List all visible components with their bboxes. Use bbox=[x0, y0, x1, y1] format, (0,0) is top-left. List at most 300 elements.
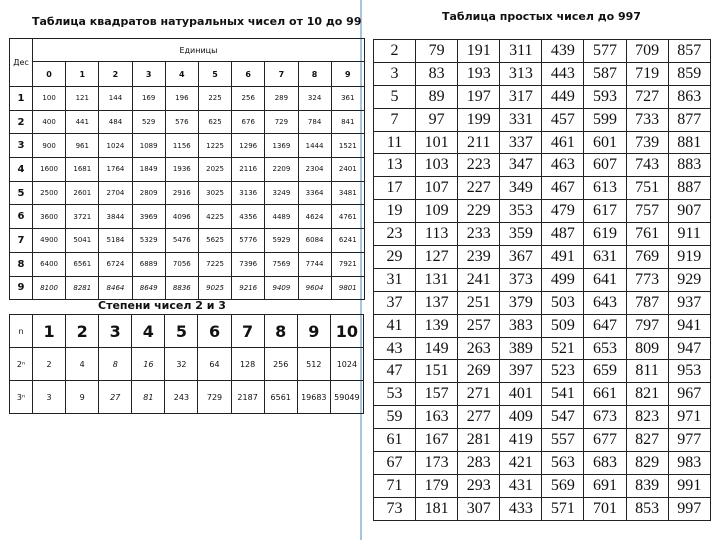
square-value: 961 bbox=[66, 134, 99, 158]
prime-cell: 277 bbox=[458, 406, 500, 429]
square-value: 3025 bbox=[198, 181, 231, 205]
prime-cell: 463 bbox=[542, 154, 584, 177]
prime-cell: 151 bbox=[416, 360, 458, 383]
n-header: n bbox=[10, 315, 33, 348]
prime-cell: 857 bbox=[668, 40, 710, 63]
prime-cell: 983 bbox=[668, 452, 710, 475]
prime-cell: 967 bbox=[668, 383, 710, 406]
prime-cell: 61 bbox=[374, 429, 416, 452]
prime-cell: 313 bbox=[500, 62, 542, 85]
prime-cell: 13 bbox=[374, 154, 416, 177]
table-row bbox=[10, 276, 365, 300]
prime-cell: 239 bbox=[458, 246, 500, 269]
table-row bbox=[10, 252, 365, 276]
prime-cell: 683 bbox=[584, 452, 626, 475]
prime-cell: 23 bbox=[374, 223, 416, 246]
square-value: 7921 bbox=[331, 252, 364, 276]
square-value: 9025 bbox=[198, 276, 231, 300]
square-value: 1156 bbox=[165, 134, 198, 158]
square-value: 4624 bbox=[298, 205, 331, 229]
prime-cell: 569 bbox=[542, 474, 584, 497]
prime-cell: 953 bbox=[668, 360, 710, 383]
square-value: 5329 bbox=[132, 229, 165, 253]
tens-cell: 1 bbox=[10, 87, 33, 111]
prime-cell: 631 bbox=[584, 246, 626, 269]
table-row bbox=[374, 108, 711, 131]
prime-cell: 647 bbox=[584, 314, 626, 337]
square-value: 5476 bbox=[165, 229, 198, 253]
square-value: 8836 bbox=[165, 276, 198, 300]
prime-cell: 503 bbox=[542, 291, 584, 314]
square-value: 3364 bbox=[298, 181, 331, 205]
prime-cell: 619 bbox=[584, 223, 626, 246]
n-value: 5 bbox=[165, 315, 198, 348]
prime-cell: 911 bbox=[668, 223, 710, 246]
prime-cell: 373 bbox=[500, 268, 542, 291]
square-value: 8464 bbox=[99, 276, 132, 300]
prime-cell: 263 bbox=[458, 337, 500, 360]
prime-cell: 31 bbox=[374, 268, 416, 291]
tens-cell: 8 bbox=[10, 252, 33, 276]
square-value: 441 bbox=[66, 110, 99, 134]
prime-cell: 769 bbox=[626, 246, 668, 269]
prime-cell: 727 bbox=[626, 85, 668, 108]
prime-cell: 307 bbox=[458, 497, 500, 520]
tens-cell: 2 bbox=[10, 110, 33, 134]
square-value: 676 bbox=[232, 110, 265, 134]
power-value: 3 bbox=[33, 381, 66, 414]
power-value: 81 bbox=[132, 381, 165, 414]
units-cell: 0 bbox=[33, 62, 66, 87]
table-row bbox=[374, 223, 711, 246]
square-value: 8649 bbox=[132, 276, 165, 300]
prime-cell: 419 bbox=[500, 429, 542, 452]
square-value: 6724 bbox=[99, 252, 132, 276]
prime-cell: 331 bbox=[500, 108, 542, 131]
square-value: 4225 bbox=[198, 205, 231, 229]
primes-table-title: Таблица простых чисел до 997 bbox=[442, 10, 641, 23]
table-row bbox=[10, 87, 365, 111]
prime-cell: 773 bbox=[626, 268, 668, 291]
square-value: 1764 bbox=[99, 158, 132, 182]
square-value: 1936 bbox=[165, 158, 198, 182]
n-value: 4 bbox=[132, 315, 165, 348]
square-value: 361 bbox=[331, 87, 364, 111]
prime-cell: 443 bbox=[542, 62, 584, 85]
prime-cell: 67 bbox=[374, 452, 416, 475]
power-label: 3ⁿ bbox=[10, 381, 33, 414]
prime-cell: 5 bbox=[374, 85, 416, 108]
prime-cell: 241 bbox=[458, 268, 500, 291]
prime-cell: 73 bbox=[374, 497, 416, 520]
n-value: 7 bbox=[231, 315, 264, 348]
square-value: 1521 bbox=[331, 134, 364, 158]
units-cell: 9 bbox=[331, 62, 364, 87]
prime-cell: 643 bbox=[584, 291, 626, 314]
square-value: 9409 bbox=[265, 276, 298, 300]
prime-cell: 601 bbox=[584, 131, 626, 154]
square-value: 3136 bbox=[232, 181, 265, 205]
prime-cell: 109 bbox=[416, 200, 458, 223]
table-row bbox=[374, 314, 711, 337]
prime-cell: 97 bbox=[416, 108, 458, 131]
prime-cell: 173 bbox=[416, 452, 458, 475]
prime-cell: 449 bbox=[542, 85, 584, 108]
units-cell: 5 bbox=[198, 62, 231, 87]
power-value: 2 bbox=[33, 348, 66, 381]
squares-table-title: Таблица квадратов натуральных чисел от 10 до 99 bbox=[32, 15, 362, 28]
prime-cell: 409 bbox=[500, 406, 542, 429]
square-value: 4761 bbox=[331, 205, 364, 229]
prime-cell: 577 bbox=[584, 40, 626, 63]
table-row bbox=[374, 131, 711, 154]
prime-cell: 83 bbox=[416, 62, 458, 85]
square-value: 1225 bbox=[198, 134, 231, 158]
prime-cell: 317 bbox=[500, 85, 542, 108]
prime-cell: 127 bbox=[416, 246, 458, 269]
square-value: 7056 bbox=[165, 252, 198, 276]
tens-header: Дес bbox=[10, 39, 33, 87]
prime-cell: 457 bbox=[542, 108, 584, 131]
square-value: 729 bbox=[265, 110, 298, 134]
units-cell: 1 bbox=[66, 62, 99, 87]
square-value: 2601 bbox=[66, 181, 99, 205]
tens-cell: 5 bbox=[10, 181, 33, 205]
square-value: 9216 bbox=[232, 276, 265, 300]
prime-cell: 433 bbox=[500, 497, 542, 520]
square-value: 3249 bbox=[265, 181, 298, 205]
prime-cell: 389 bbox=[500, 337, 542, 360]
prime-cell: 853 bbox=[626, 497, 668, 520]
prime-cell: 167 bbox=[416, 429, 458, 452]
power-value: 32 bbox=[165, 348, 198, 381]
square-value: 6561 bbox=[66, 252, 99, 276]
prime-cell: 193 bbox=[458, 62, 500, 85]
units-header: Единицы bbox=[33, 39, 365, 62]
prime-cell: 19 bbox=[374, 200, 416, 223]
square-value: 2401 bbox=[331, 158, 364, 182]
primes-table bbox=[373, 39, 711, 521]
square-value: 2916 bbox=[165, 181, 198, 205]
square-value: 8281 bbox=[66, 276, 99, 300]
prime-cell: 587 bbox=[584, 62, 626, 85]
square-value: 576 bbox=[165, 110, 198, 134]
table-row bbox=[10, 205, 365, 229]
square-value: 1089 bbox=[132, 134, 165, 158]
prime-cell: 349 bbox=[500, 177, 542, 200]
prime-cell: 293 bbox=[458, 474, 500, 497]
power-label: 2ⁿ bbox=[10, 348, 33, 381]
prime-cell: 997 bbox=[668, 497, 710, 520]
table-row bbox=[374, 360, 711, 383]
prime-cell: 929 bbox=[668, 268, 710, 291]
square-value: 5041 bbox=[66, 229, 99, 253]
table-row bbox=[374, 406, 711, 429]
square-value: 625 bbox=[198, 110, 231, 134]
table-row bbox=[10, 181, 365, 205]
units-cell: 4 bbox=[165, 62, 198, 87]
square-value: 5184 bbox=[99, 229, 132, 253]
prime-cell: 37 bbox=[374, 291, 416, 314]
square-value: 2304 bbox=[298, 158, 331, 182]
prime-cell: 571 bbox=[542, 497, 584, 520]
prime-cell: 101 bbox=[416, 131, 458, 154]
square-value: 7569 bbox=[265, 252, 298, 276]
square-value: 2809 bbox=[132, 181, 165, 205]
square-value: 900 bbox=[33, 134, 66, 158]
tens-cell: 9 bbox=[10, 276, 33, 300]
prime-cell: 797 bbox=[626, 314, 668, 337]
prime-cell: 809 bbox=[626, 337, 668, 360]
prime-cell: 353 bbox=[500, 200, 542, 223]
power-value: 19683 bbox=[297, 381, 330, 414]
prime-cell: 401 bbox=[500, 383, 542, 406]
square-value: 784 bbox=[298, 110, 331, 134]
prime-cell: 499 bbox=[542, 268, 584, 291]
prime-cell: 281 bbox=[458, 429, 500, 452]
prime-cell: 29 bbox=[374, 246, 416, 269]
prime-cell: 43 bbox=[374, 337, 416, 360]
prime-cell: 743 bbox=[626, 154, 668, 177]
prime-cell: 79 bbox=[416, 40, 458, 63]
prime-cell: 839 bbox=[626, 474, 668, 497]
powers-table-title: Степени чисел 2 и 3 bbox=[98, 299, 226, 312]
prime-cell: 941 bbox=[668, 314, 710, 337]
prime-cell: 733 bbox=[626, 108, 668, 131]
powers-table bbox=[9, 314, 364, 414]
prime-cell: 613 bbox=[584, 177, 626, 200]
prime-cell: 487 bbox=[542, 223, 584, 246]
prime-cell: 947 bbox=[668, 337, 710, 360]
prime-cell: 653 bbox=[584, 337, 626, 360]
prime-cell: 991 bbox=[668, 474, 710, 497]
prime-cell: 557 bbox=[542, 429, 584, 452]
table-row bbox=[374, 40, 711, 63]
power-value: 729 bbox=[198, 381, 231, 414]
units-cell: 6 bbox=[232, 62, 265, 87]
units-cell: 2 bbox=[99, 62, 132, 87]
power-value: 512 bbox=[297, 348, 330, 381]
prime-cell: 359 bbox=[500, 223, 542, 246]
prime-cell: 71 bbox=[374, 474, 416, 497]
prime-cell: 383 bbox=[500, 314, 542, 337]
prime-cell: 739 bbox=[626, 131, 668, 154]
table-row bbox=[374, 200, 711, 223]
prime-cell: 821 bbox=[626, 383, 668, 406]
square-value: 6241 bbox=[331, 229, 364, 253]
prime-cell: 541 bbox=[542, 383, 584, 406]
square-value: 9604 bbox=[298, 276, 331, 300]
prime-cell: 59 bbox=[374, 406, 416, 429]
units-cell: 8 bbox=[298, 62, 331, 87]
prime-cell: 673 bbox=[584, 406, 626, 429]
table-row bbox=[374, 154, 711, 177]
tens-cell: 7 bbox=[10, 229, 33, 253]
prime-cell: 877 bbox=[668, 108, 710, 131]
prime-cell: 11 bbox=[374, 131, 416, 154]
prime-cell: 919 bbox=[668, 246, 710, 269]
prime-cell: 229 bbox=[458, 200, 500, 223]
prime-cell: 2 bbox=[374, 40, 416, 63]
square-value: 2025 bbox=[198, 158, 231, 182]
prime-cell: 617 bbox=[584, 200, 626, 223]
square-value: 4900 bbox=[33, 229, 66, 253]
n-value: 3 bbox=[99, 315, 132, 348]
prime-cell: 269 bbox=[458, 360, 500, 383]
square-value: 529 bbox=[132, 110, 165, 134]
prime-cell: 163 bbox=[416, 406, 458, 429]
prime-cell: 509 bbox=[542, 314, 584, 337]
square-value: 2209 bbox=[265, 158, 298, 182]
prime-cell: 199 bbox=[458, 108, 500, 131]
prime-cell: 131 bbox=[416, 268, 458, 291]
prime-cell: 757 bbox=[626, 200, 668, 223]
table-row bbox=[374, 429, 711, 452]
table-row bbox=[374, 497, 711, 520]
prime-cell: 761 bbox=[626, 223, 668, 246]
prime-cell: 107 bbox=[416, 177, 458, 200]
n-value: 9 bbox=[297, 315, 330, 348]
square-value: 3481 bbox=[331, 181, 364, 205]
units-cell: 7 bbox=[265, 62, 298, 87]
square-value: 1600 bbox=[33, 158, 66, 182]
prime-cell: 347 bbox=[500, 154, 542, 177]
square-value: 6084 bbox=[298, 229, 331, 253]
square-value: 841 bbox=[331, 110, 364, 134]
square-value: 1444 bbox=[298, 134, 331, 158]
table-row bbox=[10, 381, 364, 414]
power-value: 64 bbox=[198, 348, 231, 381]
table-row bbox=[374, 337, 711, 360]
square-value: 169 bbox=[132, 87, 165, 111]
square-value: 196 bbox=[165, 87, 198, 111]
prime-cell: 53 bbox=[374, 383, 416, 406]
square-value: 6400 bbox=[33, 252, 66, 276]
prime-cell: 677 bbox=[584, 429, 626, 452]
table-row bbox=[374, 383, 711, 406]
power-value: 16 bbox=[132, 348, 165, 381]
prime-cell: 751 bbox=[626, 177, 668, 200]
square-value: 6889 bbox=[132, 252, 165, 276]
power-value: 9 bbox=[66, 381, 99, 414]
prime-cell: 887 bbox=[668, 177, 710, 200]
prime-cell: 89 bbox=[416, 85, 458, 108]
square-value: 2116 bbox=[232, 158, 265, 182]
prime-cell: 691 bbox=[584, 474, 626, 497]
prime-cell: 827 bbox=[626, 429, 668, 452]
table-row bbox=[374, 177, 711, 200]
prime-cell: 883 bbox=[668, 154, 710, 177]
prime-cell: 823 bbox=[626, 406, 668, 429]
prime-cell: 599 bbox=[584, 108, 626, 131]
prime-cell: 379 bbox=[500, 291, 542, 314]
tens-cell: 4 bbox=[10, 158, 33, 182]
square-value: 121 bbox=[66, 87, 99, 111]
prime-cell: 829 bbox=[626, 452, 668, 475]
table-row bbox=[374, 85, 711, 108]
table-row bbox=[10, 134, 365, 158]
square-value: 8100 bbox=[33, 276, 66, 300]
square-value: 5929 bbox=[265, 229, 298, 253]
prime-cell: 7 bbox=[374, 108, 416, 131]
prime-cell: 227 bbox=[458, 177, 500, 200]
prime-cell: 157 bbox=[416, 383, 458, 406]
prime-cell: 257 bbox=[458, 314, 500, 337]
tens-cell: 3 bbox=[10, 134, 33, 158]
prime-cell: 283 bbox=[458, 452, 500, 475]
square-value: 100 bbox=[33, 87, 66, 111]
prime-cell: 971 bbox=[668, 406, 710, 429]
power-value: 6561 bbox=[264, 381, 297, 414]
prime-cell: 41 bbox=[374, 314, 416, 337]
prime-cell: 439 bbox=[542, 40, 584, 63]
prime-cell: 661 bbox=[584, 383, 626, 406]
prime-cell: 479 bbox=[542, 200, 584, 223]
square-value: 3844 bbox=[99, 205, 132, 229]
prime-cell: 709 bbox=[626, 40, 668, 63]
prime-cell: 17 bbox=[374, 177, 416, 200]
prime-cell: 179 bbox=[416, 474, 458, 497]
prime-cell: 521 bbox=[542, 337, 584, 360]
square-value: 3721 bbox=[66, 205, 99, 229]
prime-cell: 937 bbox=[668, 291, 710, 314]
table-row bbox=[374, 452, 711, 475]
square-value: 484 bbox=[99, 110, 132, 134]
prime-cell: 787 bbox=[626, 291, 668, 314]
prime-cell: 197 bbox=[458, 85, 500, 108]
prime-cell: 367 bbox=[500, 246, 542, 269]
power-value: 243 bbox=[165, 381, 198, 414]
table-row bbox=[374, 291, 711, 314]
power-value: 1024 bbox=[330, 348, 363, 381]
square-value: 9801 bbox=[331, 276, 364, 300]
prime-cell: 271 bbox=[458, 383, 500, 406]
table-row bbox=[10, 348, 364, 381]
prime-cell: 607 bbox=[584, 154, 626, 177]
power-value: 128 bbox=[231, 348, 264, 381]
squares-table bbox=[9, 38, 365, 300]
prime-cell: 811 bbox=[626, 360, 668, 383]
tens-cell: 6 bbox=[10, 205, 33, 229]
n-value: 6 bbox=[198, 315, 231, 348]
prime-cell: 719 bbox=[626, 62, 668, 85]
square-value: 289 bbox=[265, 87, 298, 111]
square-value: 5776 bbox=[232, 229, 265, 253]
prime-cell: 593 bbox=[584, 85, 626, 108]
square-value: 256 bbox=[232, 87, 265, 111]
prime-cell: 491 bbox=[542, 246, 584, 269]
prime-cell: 701 bbox=[584, 497, 626, 520]
prime-cell: 563 bbox=[542, 452, 584, 475]
square-value: 1849 bbox=[132, 158, 165, 182]
n-value: 8 bbox=[264, 315, 297, 348]
prime-cell: 47 bbox=[374, 360, 416, 383]
prime-cell: 641 bbox=[584, 268, 626, 291]
prime-cell: 211 bbox=[458, 131, 500, 154]
table-row bbox=[10, 110, 365, 134]
power-value: 59049 bbox=[330, 381, 363, 414]
square-value: 4356 bbox=[232, 205, 265, 229]
table-row bbox=[10, 229, 365, 253]
prime-cell: 907 bbox=[668, 200, 710, 223]
prime-cell: 311 bbox=[500, 40, 542, 63]
prime-cell: 881 bbox=[668, 131, 710, 154]
prime-cell: 863 bbox=[668, 85, 710, 108]
prime-cell: 421 bbox=[500, 452, 542, 475]
prime-cell: 113 bbox=[416, 223, 458, 246]
prime-cell: 977 bbox=[668, 429, 710, 452]
square-value: 5625 bbox=[198, 229, 231, 253]
